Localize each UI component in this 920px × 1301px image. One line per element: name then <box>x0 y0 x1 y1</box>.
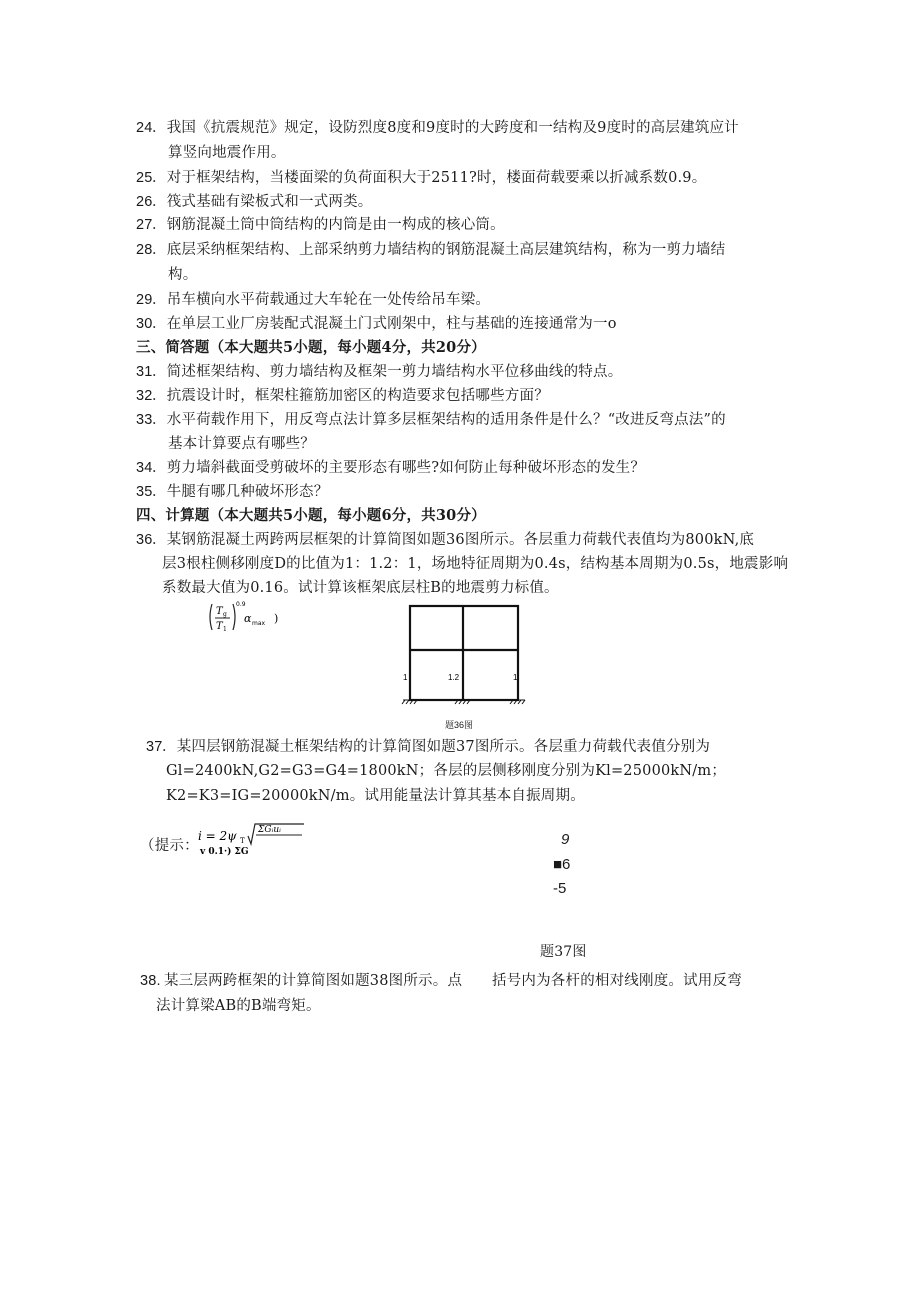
q32-number: 32 <box>136 388 153 404</box>
q36-text: ．某钢筋混凝土两跨两层框架的计算简图如题36图所示。各层重力荷载代表值均为800kN,底 <box>152 532 755 548</box>
q26-number: 26 <box>136 194 153 210</box>
q37-text: ．某四层钢筋混凝土框架结构的计算简图如题37图所示。各层重力荷载代表值分别为 <box>162 739 711 755</box>
q35-number: 35 <box>136 484 153 500</box>
formula-tg: T <box>216 606 223 617</box>
q36-number: 36 <box>136 532 153 548</box>
fig37-fragment-6: ■6 <box>553 856 571 873</box>
q33-text: ．水平荷载作用下，用反弯点法计算多层框架结构的适用条件是什么？“改进反弯点法”的 <box>152 412 726 428</box>
formula-close: ) <box>274 612 279 625</box>
formula-alpha-sub: max <box>252 620 266 627</box>
formula-alpha: α <box>244 612 252 625</box>
q24-number: 24 <box>136 120 153 136</box>
q36-text-cont1: 层3根柱侧移刚度D的比值为1：1.2：1，场地特征周期为0.4s，结构基本周期为0.5s，地震影响 <box>162 556 789 572</box>
q38-number: 38. <box>140 973 161 989</box>
fig36-label-mid: 1.2 <box>448 673 460 682</box>
q33-number: 33 <box>136 412 153 428</box>
q31-number: 31 <box>136 364 153 380</box>
q38-text-right: 括号内为各杆的相对线刚度。试用反弯 <box>492 973 742 989</box>
q24-text: ．我国《抗震规范》规定，设防烈度8度和9度时的大跨度和一结构及9度时的高层建筑应计 <box>152 120 739 136</box>
q27-number: 27 <box>136 217 153 233</box>
q25-text: ．对于框架结构，当楼面梁的负荷面积大于2511?时，楼面荷载要乘以折减系数0.9。 <box>152 170 707 186</box>
section-3-heading: 三、简答题（本大题共5小题，每小题4分，共20分） <box>136 339 486 356</box>
q25-number: 25 <box>136 170 153 186</box>
formula-exponent: 0.9 <box>236 601 246 608</box>
q35-text: ．牛腿有哪几种破坏形态？ <box>152 484 329 500</box>
fig36-label-right: 1 <box>513 673 518 682</box>
q36-text-cont2: 系数最大值为0.16。试计算该框架底层柱B的地震剪力标值。 <box>162 580 559 596</box>
q30-text: ．在单层工业厂房装配式混凝土门式刚架中，柱与基础的连接通常为一o <box>152 316 617 332</box>
q26-text: ．筏式基础有梁板式和一式两类。 <box>152 194 373 210</box>
q28-text: ．底层采纳框架结构、上部采纳剪力墙结构的钢筋混凝土高层建筑结构，称为一剪力墙结 <box>152 242 726 258</box>
q37-text-cont2: K2=K3=IG=20000kN/m。试用能量法计算其基本自振周期。 <box>166 788 585 804</box>
q33-text-cont: 基本计算要点有哪些？ <box>168 436 315 452</box>
fig37-fragment-5: -5 <box>553 880 567 897</box>
q38-text-cont: 法计算梁AB的B端弯矩。 <box>156 998 321 1014</box>
fig36-label-left: 1 <box>403 673 408 682</box>
q24-text-cont: 算竖向地震作用。 <box>168 145 286 161</box>
q34-text: ．剪力墙斜截面受剪破坏的主要形态有哪些?如何防止每种破坏形态的发生？ <box>152 460 646 476</box>
hint-formula-sub: T <box>240 837 245 845</box>
q30-number: 30 <box>136 316 153 332</box>
q28-text-cont: 构。 <box>168 267 198 283</box>
formula-tg-sub: g <box>223 611 227 618</box>
hint-formula-main: i = 2ψ <box>198 829 237 843</box>
q27-text: ．钢筋混凝土筒中筒结构的内筒是由一构成的核心筒。 <box>152 217 505 233</box>
hint-label: （提示： <box>140 838 199 854</box>
figure-36-caption: 题36图 <box>445 720 474 730</box>
hint-formula-tail: v 0.1·) ΣG <box>200 847 249 857</box>
q37-text-cont1: Gl=2400kN,G2=G3=G4=1800kN；各层的层侧移刚度分别为Kl=25000kN/m； <box>166 763 727 779</box>
q34-number: 34 <box>136 460 153 476</box>
formula-t1-sub: 1 <box>223 626 227 633</box>
q37-number: 37 <box>146 739 163 755</box>
fig37-fragment-9: 9 <box>561 831 570 848</box>
figure-37-caption: 题37图 <box>540 944 587 960</box>
q32-text: ．抗震设计时，框架柱箍筋加密区的构造要求包括哪些方面？ <box>152 388 549 404</box>
formula-t1: T <box>216 621 223 632</box>
q36-formula <box>208 598 308 638</box>
q29-text: ．吊车横向水平荷载通过大车轮在一处传给吊车梁。 <box>152 292 491 308</box>
q31-text: ．简述框架结构、剪力墙结构及框架一剪力墙结构水平位移曲线的特点。 <box>152 364 623 380</box>
q29-number: 29 <box>136 292 153 308</box>
q28-number: 28 <box>136 242 153 258</box>
hint-formula-frac: ΣGᵢuᵢ <box>258 825 281 835</box>
hint-formula <box>196 818 311 858</box>
figure-36-frame <box>394 600 534 710</box>
q38-text-left: 某三层两跨框架的计算简图如题38图所示。点 <box>164 973 463 989</box>
section-4-heading: 四、计算题（本大题共5小题，每小题6分，共30分） <box>136 507 486 524</box>
